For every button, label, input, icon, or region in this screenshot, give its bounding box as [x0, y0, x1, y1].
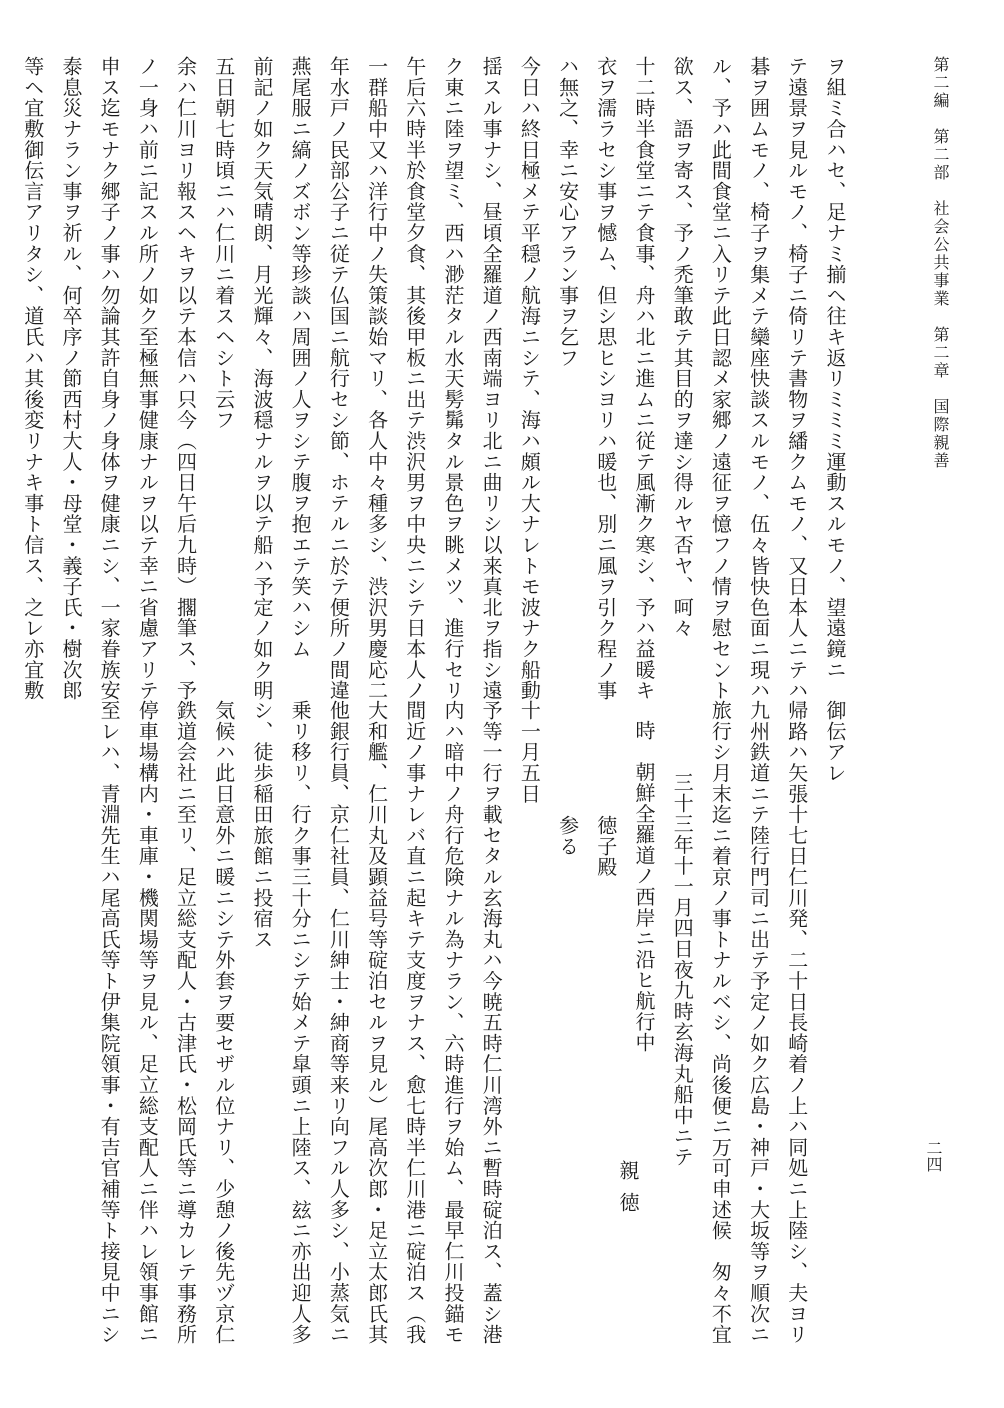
text-line: ハ無之、幸ニ安心アラン事ヲ乞フ: [555, 56, 580, 368]
text-line: 乗リ移リ、行ク事三十分ニシテ始メテ皐頭ニ上陸ス、玆ニ亦出迎人多: [288, 700, 313, 1345]
text-line: 揺スル事ナシ、昼頃全羅道ノ西南端ヨリ北ニ曲リシ以来真北ヲ指シ遠: [479, 56, 504, 701]
text-line: 御伝アレ: [823, 700, 847, 784]
text-line: 今日ハ終日極メテ平穏ノ航海ニシテ、海ハ頗ル大ナレトモ波ナク船動: [517, 56, 542, 701]
text-line: 間近ノ事ナレバ直ニ起キテ支度ヲナス、愈七時半仁川港ニ碇泊ス（我: [402, 700, 427, 1345]
letter-date-line: 三十三年十一月四日夜九時玄海丸船中ニテ: [670, 772, 695, 1168]
letter-location-line: 時 朝鮮全羅道ノ西岸ニ沿ヒ航行中: [631, 720, 656, 1053]
text-line: 気候ハ此日意外ニ暖ニシテ外套ヲ要セザル位ナリ、少憩ノ後先ヅ京仁: [211, 700, 236, 1345]
text-line: 内ハ暗中ノ舟行危険ナル為ナラン、六時進行ヲ始ム、最早仁川投錨モ: [440, 700, 465, 1345]
text-line: 泰息災ナラン事ヲ祈ル、何卒序ノ節西村大人・母堂・義子氏・樹次郎: [58, 56, 83, 701]
text-line: 九州鉄道ニテ陸行門司ニ出テ予定ノ如ク広島・神戸・大坂等ヲ順次ニ: [746, 700, 771, 1345]
text-line: 旅行シ月末迄ニ着京ノ事トナルベシ、尚後便ニ万可申述候 匆々不宜: [708, 700, 733, 1345]
text-line: 申ス迄モナク郷子ノ事ハ勿論其許自身ノ身体ヲ健康ニシ、一家眷族安: [97, 56, 122, 701]
entry-date-heading: 十一月五日: [517, 700, 542, 804]
text-line: シ、徒歩稲田旅館ニ投宿ス: [249, 700, 274, 950]
text-line: ヲ組ミ合ハセ、足ナミ揃ヘ往キ返リミミミ運動スルモノ、望遠鏡ニ: [823, 56, 847, 680]
text-line: 帰路ハ矢張十七日仁川発、二十日長崎着ノ上ハ同処ニ上陸シ、夫ヨリ: [784, 700, 809, 1345]
text-line: 停車場構内・車庫・機関場等ヲ見ル、足立総支配人ニ伴ハレ領事館ニ: [135, 700, 160, 1345]
page-number: 二四: [924, 1140, 943, 1172]
text-line: ク東ニ陸ヲ望ミ、西ハ渺茫タル水天髣髴タル景色ヲ眺メツ、進行セリ: [440, 56, 465, 701]
text-line: 衣ヲ濡ラセシ事ヲ憾ム、但シ思ヒシヨリハ暖也、別ニ風ヲ引ク程ノ事: [593, 56, 618, 701]
text-line: ノ一身ハ前ニ記スル所ノ如ク至極無事健康ナルヲ以テ幸ニ省慮アリテ: [135, 56, 160, 701]
text-line: ル、予ハ此間食堂ニ入リテ此日認メ家郷ノ遠征ヲ憶フノ情ヲ慰セント: [708, 56, 733, 701]
text-line: 碁ヲ囲ムモノ、椅子ヲ集メテ欒座快談スルモノ、伍々皆快色面ニ現ハ: [746, 56, 771, 701]
running-header: 第二編 第二部 社会公共事業 第二章 国際親善: [931, 56, 950, 470]
text-line: 一群船中又ハ洋行中ノ失策談始マリ、各人中々種多シ、渋沢男慶応二: [364, 56, 389, 701]
closing-line: 参る: [555, 815, 580, 857]
text-line: 等ヘ宜敷御伝言アリタシ、道氏ハ其後変リナキ事ト信ス、之レ亦宜敷: [20, 56, 45, 701]
text-line: 五日朝七時頃ニハ仁川ニ着スヘシト云フ: [211, 56, 236, 431]
text-line: 余ハ仁川ヨリ報スヘキヲ以テ本信ハ只今（四日午后九時）擱筆ス、予: [173, 56, 198, 701]
text-line: 予等一行ヲ載セタル玄海丸ハ今暁五時仁川湾外ニ暫時碇泊ス、蓋シ港: [479, 700, 504, 1345]
bottom-text-block: [79, 700, 854, 1380]
signature: 親徳: [616, 1160, 640, 1224]
top-text-block: [20, 56, 854, 701]
text-line: 前記ノ如ク天気晴朗、月光輝々、海波穏ナルヲ以テ船ハ予定ノ如ク明: [249, 56, 274, 701]
text-line: テ遠景ヲ見ルモノ、椅子ニ倚リテ書物ヲ繙クムモノ、又日本人ニテハ: [784, 56, 809, 701]
text-line: 他銀行員、京仁社員、仁川紳士・紳商等来リ向フル人多シ、小蒸気ニ: [326, 700, 351, 1345]
text-line: 年水戸ノ民部公子ニ従テ仏国ニ航行セシ節、ホテルニ於テ便所ノ間違: [326, 56, 351, 701]
text-line: 至レハ、青淵先生ハ尾高氏等ト伊集院領事・有吉官補等ト接見中ニシ: [97, 700, 122, 1345]
text-line: 欲ス、語ヲ寄ス、予ノ禿筆敢テ其目的ヲ達シ得ルヤ否ヤ、呵々: [670, 56, 695, 639]
text-line: 午后六時半於食堂夕食、其後甲板ニ出テ渋沢男ヲ中央ニシテ日本人ノ: [402, 56, 427, 701]
text-line: 鉄道会社ニ至リ、足立総支配人・古津氏・松岡氏等ニ導カレテ事務所: [173, 700, 198, 1345]
text-line: 十二時半食堂ニテ食事、舟ハ北ニ進ムニ従テ風漸ク寒シ、予ハ益暖キ: [631, 56, 656, 701]
text-line: 燕尾服ニ縞ノズボン等珍談ハ周囲ノ人ヲシテ腹ヲ抱エテ笑ハシム: [288, 56, 313, 660]
addressee-line: 徳子殿: [593, 815, 618, 878]
text-line: 大和艦、仁川丸及顕益号等碇泊セルヲ見ル）尾高次郎・足立太郎氏其: [364, 700, 389, 1345]
